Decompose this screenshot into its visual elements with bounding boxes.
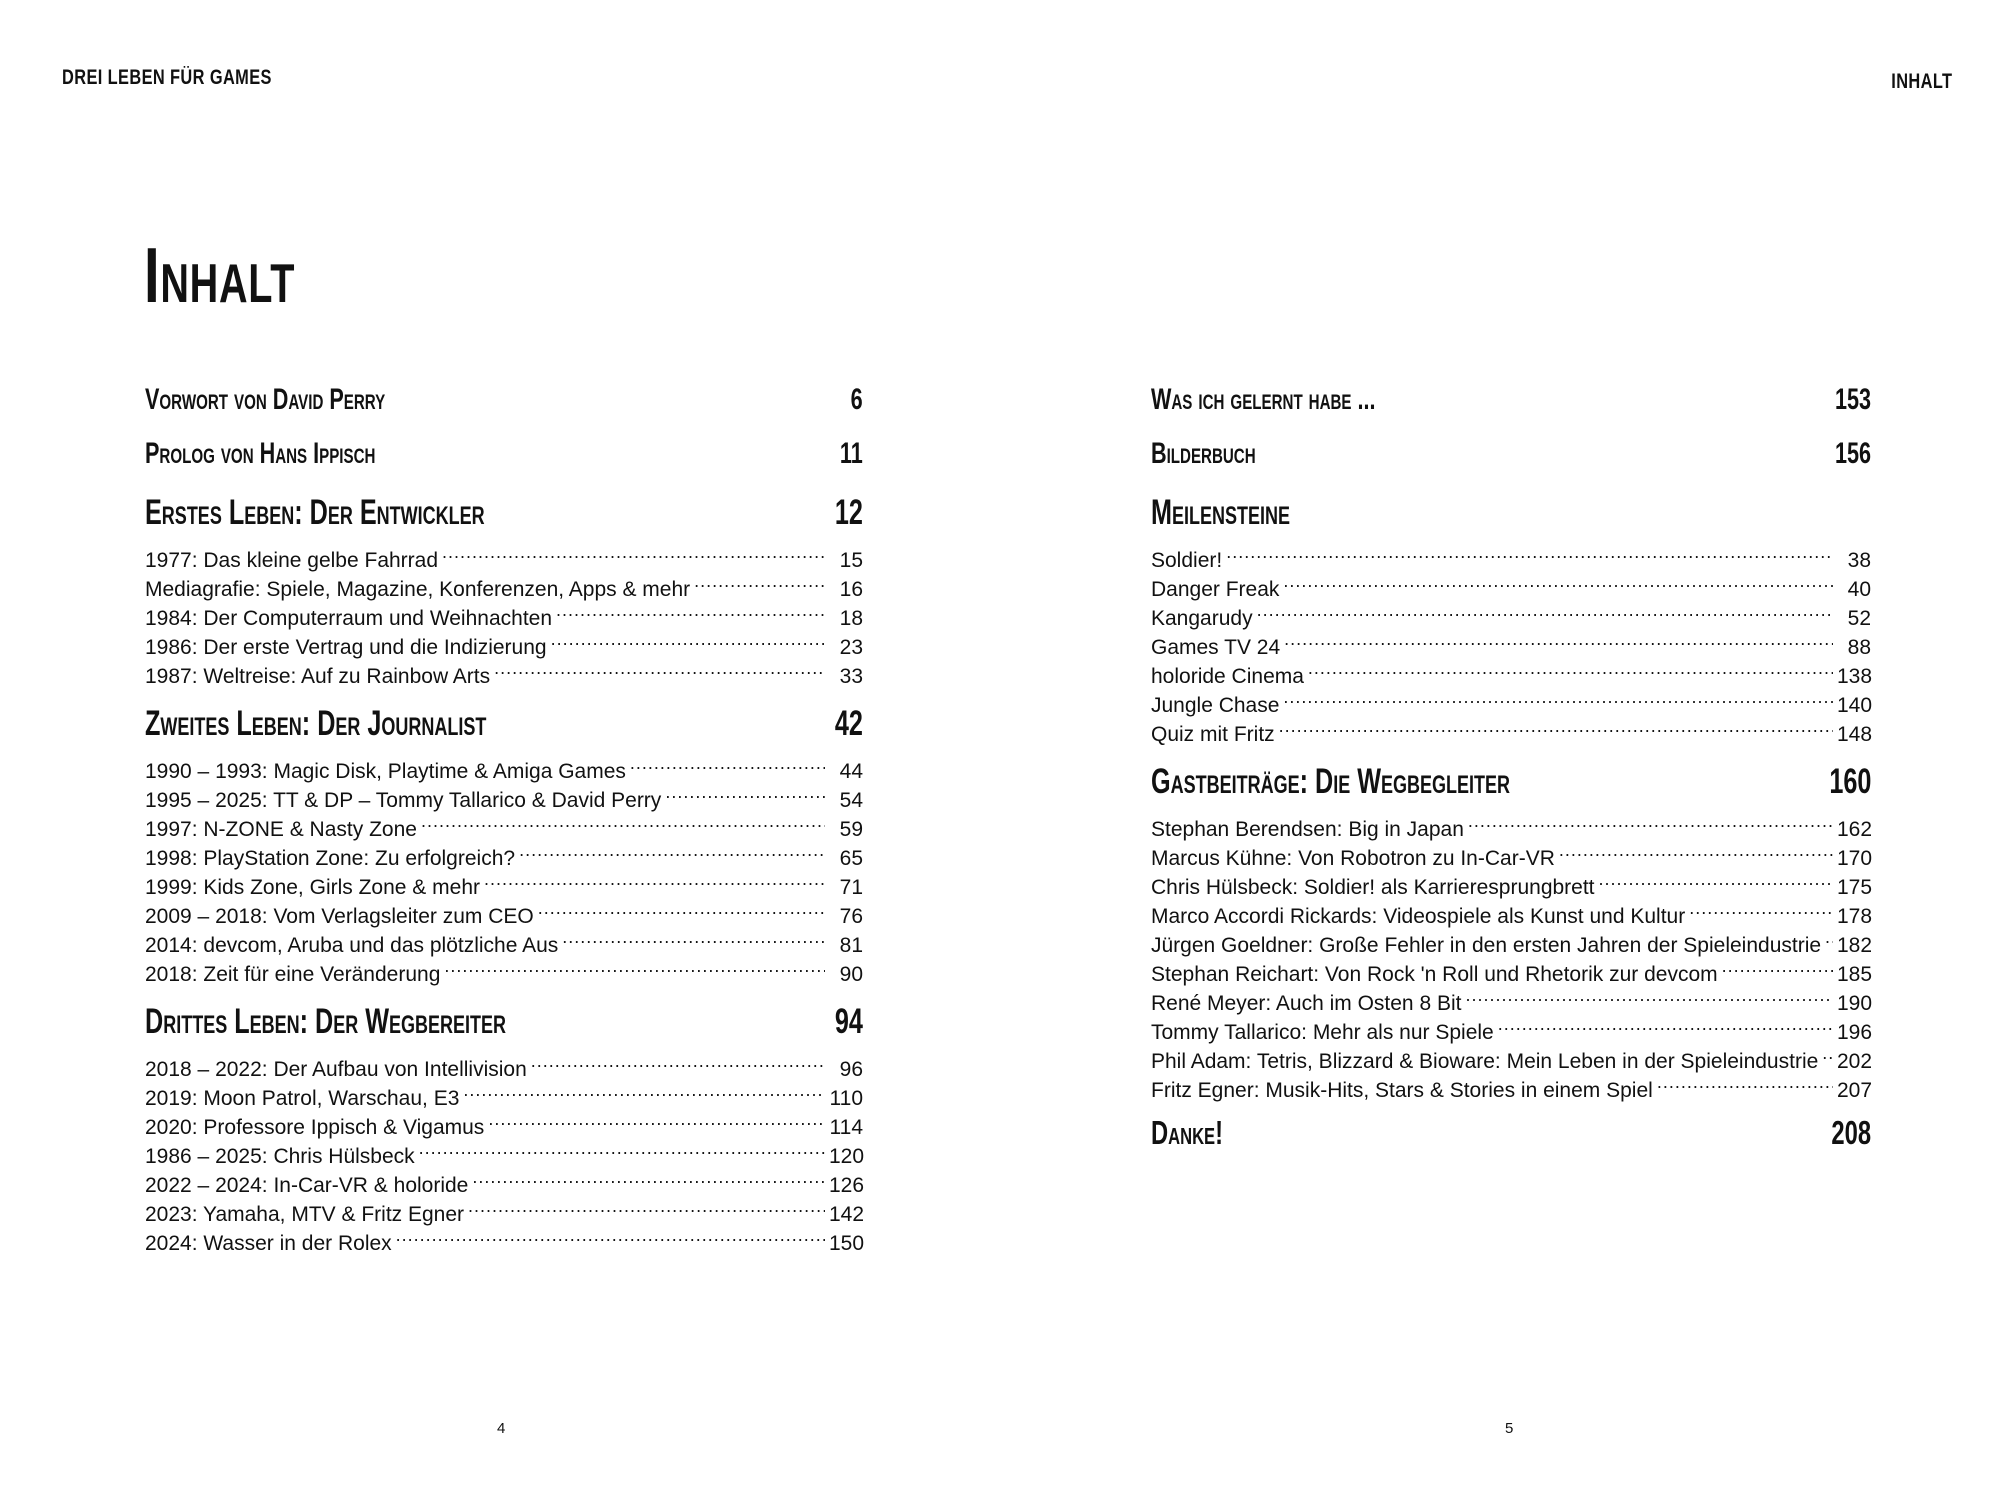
toc-entry-list <box>1151 807 1873 1102</box>
toc-entry[interactable]: holoride Cinema ..... 138 <box>1151 654 1871 683</box>
toc-section-heading[interactable] <box>1151 488 1871 538</box>
toc-entry[interactable]: Games TV 24 ..... 88 <box>1151 625 1871 654</box>
toc-right-column <box>1151 380 1871 1167</box>
section-title: Was ich gelernt habe ... <box>1151 383 1376 416</box>
toc-entry[interactable]: 1977: Das kleine gelbe Fahrrad ..... 15 <box>145 538 863 567</box>
section-title: Zweites Leben: Der Journalist <box>145 704 487 743</box>
section-title: Erstes Leben: Der Entwickler <box>145 493 485 532</box>
section-page: 6 <box>850 383 863 416</box>
running-title-right: INHALT <box>1890 70 1952 93</box>
toc-entry[interactable]: 1984: Der Computerraum und Weihnachten ..... 18 <box>145 596 863 625</box>
section-title: Prolog von Hans Ippisch <box>145 437 376 470</box>
page-number-left: 4 <box>497 1420 506 1437</box>
toc-entry-list <box>145 538 863 688</box>
toc-entry[interactable]: 2023: Yamaha, MTV & Fritz Egner ..... 142 <box>145 1192 863 1221</box>
toc-entry[interactable]: 1995 – 2025: TT & DP – Tommy Tallarico & David Perry ..... 54 <box>145 778 863 807</box>
toc-section-heading[interactable] <box>1151 1113 1871 1167</box>
section-title: Meilensteine <box>1151 493 1291 532</box>
toc-entry[interactable]: Stephan Reichart: Von Rock 'n Roll und Rhetorik zur devcom ..... 185 <box>1151 952 1871 981</box>
toc-entry[interactable]: Jürgen Goeldner: Große Fehler in den ersten Jahren der Spieleindustrie ..... 182 <box>1151 923 1871 952</box>
toc-section-heading[interactable] <box>145 699 863 749</box>
toc-entry[interactable]: 2014: devcom, Aruba und das plötzliche Aus ..... 81 <box>145 923 863 952</box>
section-title: Drittes Leben: Der Wegbereiter <box>145 1002 507 1041</box>
toc-entry[interactable]: 1998: PlayStation Zone: Zu erfolgreich? ..... 65 <box>145 836 863 865</box>
toc-entry[interactable]: Stephan Berendsen: Big in Japan ..... 162 <box>1151 807 1871 836</box>
section-page: 12 <box>834 493 863 532</box>
section-page: 11 <box>840 437 863 470</box>
toc-entry[interactable]: Mediagrafie: Spiele, Magazine, Konferenzen, Apps & mehr ..... 16 <box>145 567 863 596</box>
toc-section-heading[interactable] <box>1151 757 1871 807</box>
toc-entry[interactable]: 2009 – 2018: Vom Verlagsleiter zum CEO ..... 76 <box>145 894 863 923</box>
toc-entry-list <box>1151 538 1873 746</box>
toc-entry[interactable]: 1986 – 2025: Chris Hülsbeck ..... 120 <box>145 1134 863 1163</box>
toc-section-heading[interactable] <box>145 434 863 488</box>
toc-entry[interactable]: 2024: Wasser in der Rolex ..... 150 <box>145 1221 863 1250</box>
toc-entry[interactable]: 1999: Kids Zone, Girls Zone & mehr ..... 71 <box>145 865 863 894</box>
toc-entry[interactable]: 2018 – 2022: Der Aufbau von Intellivision ..... 96 <box>145 1047 863 1076</box>
toc-entry[interactable]: Phil Adam: Tetris, Blizzard & Bioware: Mein Leben in der Spieleindustrie ..... 202 <box>1151 1039 1871 1068</box>
toc-entry[interactable]: Fritz Egner: Musik-Hits, Stars & Stories in einem Spiel ..... 207 <box>1151 1068 1871 1097</box>
toc-entry[interactable]: 1987: Weltreise: Auf zu Rainbow Arts ..... 33 <box>145 654 863 683</box>
section-page: 153 <box>1834 383 1871 416</box>
section-title: Vorwort von David Perry <box>145 383 386 416</box>
page-number-right: 5 <box>1505 1420 1514 1437</box>
section-page: 94 <box>834 1002 863 1041</box>
toc-entry[interactable]: Danger Freak ..... 40 <box>1151 567 1871 596</box>
toc-section-heading[interactable] <box>145 997 863 1047</box>
section-page: 160 <box>1828 762 1871 801</box>
section-page: 156 <box>1834 437 1871 470</box>
toc-entry[interactable]: Jungle Chase ..... 140 <box>1151 683 1871 712</box>
section-page: 208 <box>1831 1114 1871 1151</box>
toc-entry[interactable]: 2020: Professore Ippisch & Vigamus ..... 114 <box>145 1105 863 1134</box>
toc-entry[interactable]: 2019: Moon Patrol, Warschau, E3 ..... 110 <box>145 1076 863 1105</box>
toc-entry[interactable]: 1986: Der erste Vertrag und die Indizierung ..... 23 <box>145 625 863 654</box>
toc-entry[interactable]: Marcus Kühne: Von Robotron zu In-Car-VR ..... 170 <box>1151 836 1871 865</box>
toc-section-heading[interactable] <box>1151 434 1871 488</box>
toc-section-heading[interactable] <box>1151 380 1871 434</box>
toc-entry[interactable]: Chris Hülsbeck: Soldier! als Karrieresprungbrett ..... 175 <box>1151 865 1871 894</box>
toc-entry[interactable]: 1990 – 1993: Magic Disk, Playtime & Amiga Games ..... 44 <box>145 749 863 778</box>
toc-entry[interactable]: Tommy Tallarico: Mehr als nur Spiele ..... 196 <box>1151 1010 1871 1039</box>
toc-entry[interactable]: Quiz mit Fritz ..... 148 <box>1151 712 1871 741</box>
section-title: Bilderbuch <box>1151 437 1256 470</box>
toc-entry[interactable]: Soldier! ..... 38 <box>1151 538 1871 567</box>
section-title: Danke! <box>1151 1114 1223 1151</box>
toc-entry[interactable]: Kangarudy ..... 52 <box>1151 596 1871 625</box>
toc-entry[interactable]: Marco Accordi Rickards: Videospiele als Kunst und Kultur ..... 178 <box>1151 894 1871 923</box>
toc-left-column <box>145 380 863 1266</box>
toc-entry[interactable]: 2022 – 2024: In-Car-VR & holoride ..... 126 <box>145 1163 863 1192</box>
section-page: 42 <box>834 704 863 743</box>
running-title-left: DREI LEBEN FÜR GAMES <box>62 66 272 89</box>
toc-entry-list <box>145 1047 865 1255</box>
toc-section-heading[interactable] <box>145 488 863 538</box>
toc-section-heading[interactable] <box>145 380 863 434</box>
section-title: Gastbeiträge: Die Wegbegleiter <box>1151 762 1511 801</box>
toc-entry[interactable]: 2018: Zeit für eine Veränderung ..... 90 <box>145 952 863 981</box>
toc-entry[interactable]: René Meyer: Auch im Osten 8 Bit ..... 190 <box>1151 981 1871 1010</box>
toc-entry[interactable]: 1997: N-ZONE & Nasty Zone ..... 59 <box>145 807 863 836</box>
toc-entry-list <box>145 749 863 986</box>
page-title: Inhalt <box>144 231 296 319</box>
